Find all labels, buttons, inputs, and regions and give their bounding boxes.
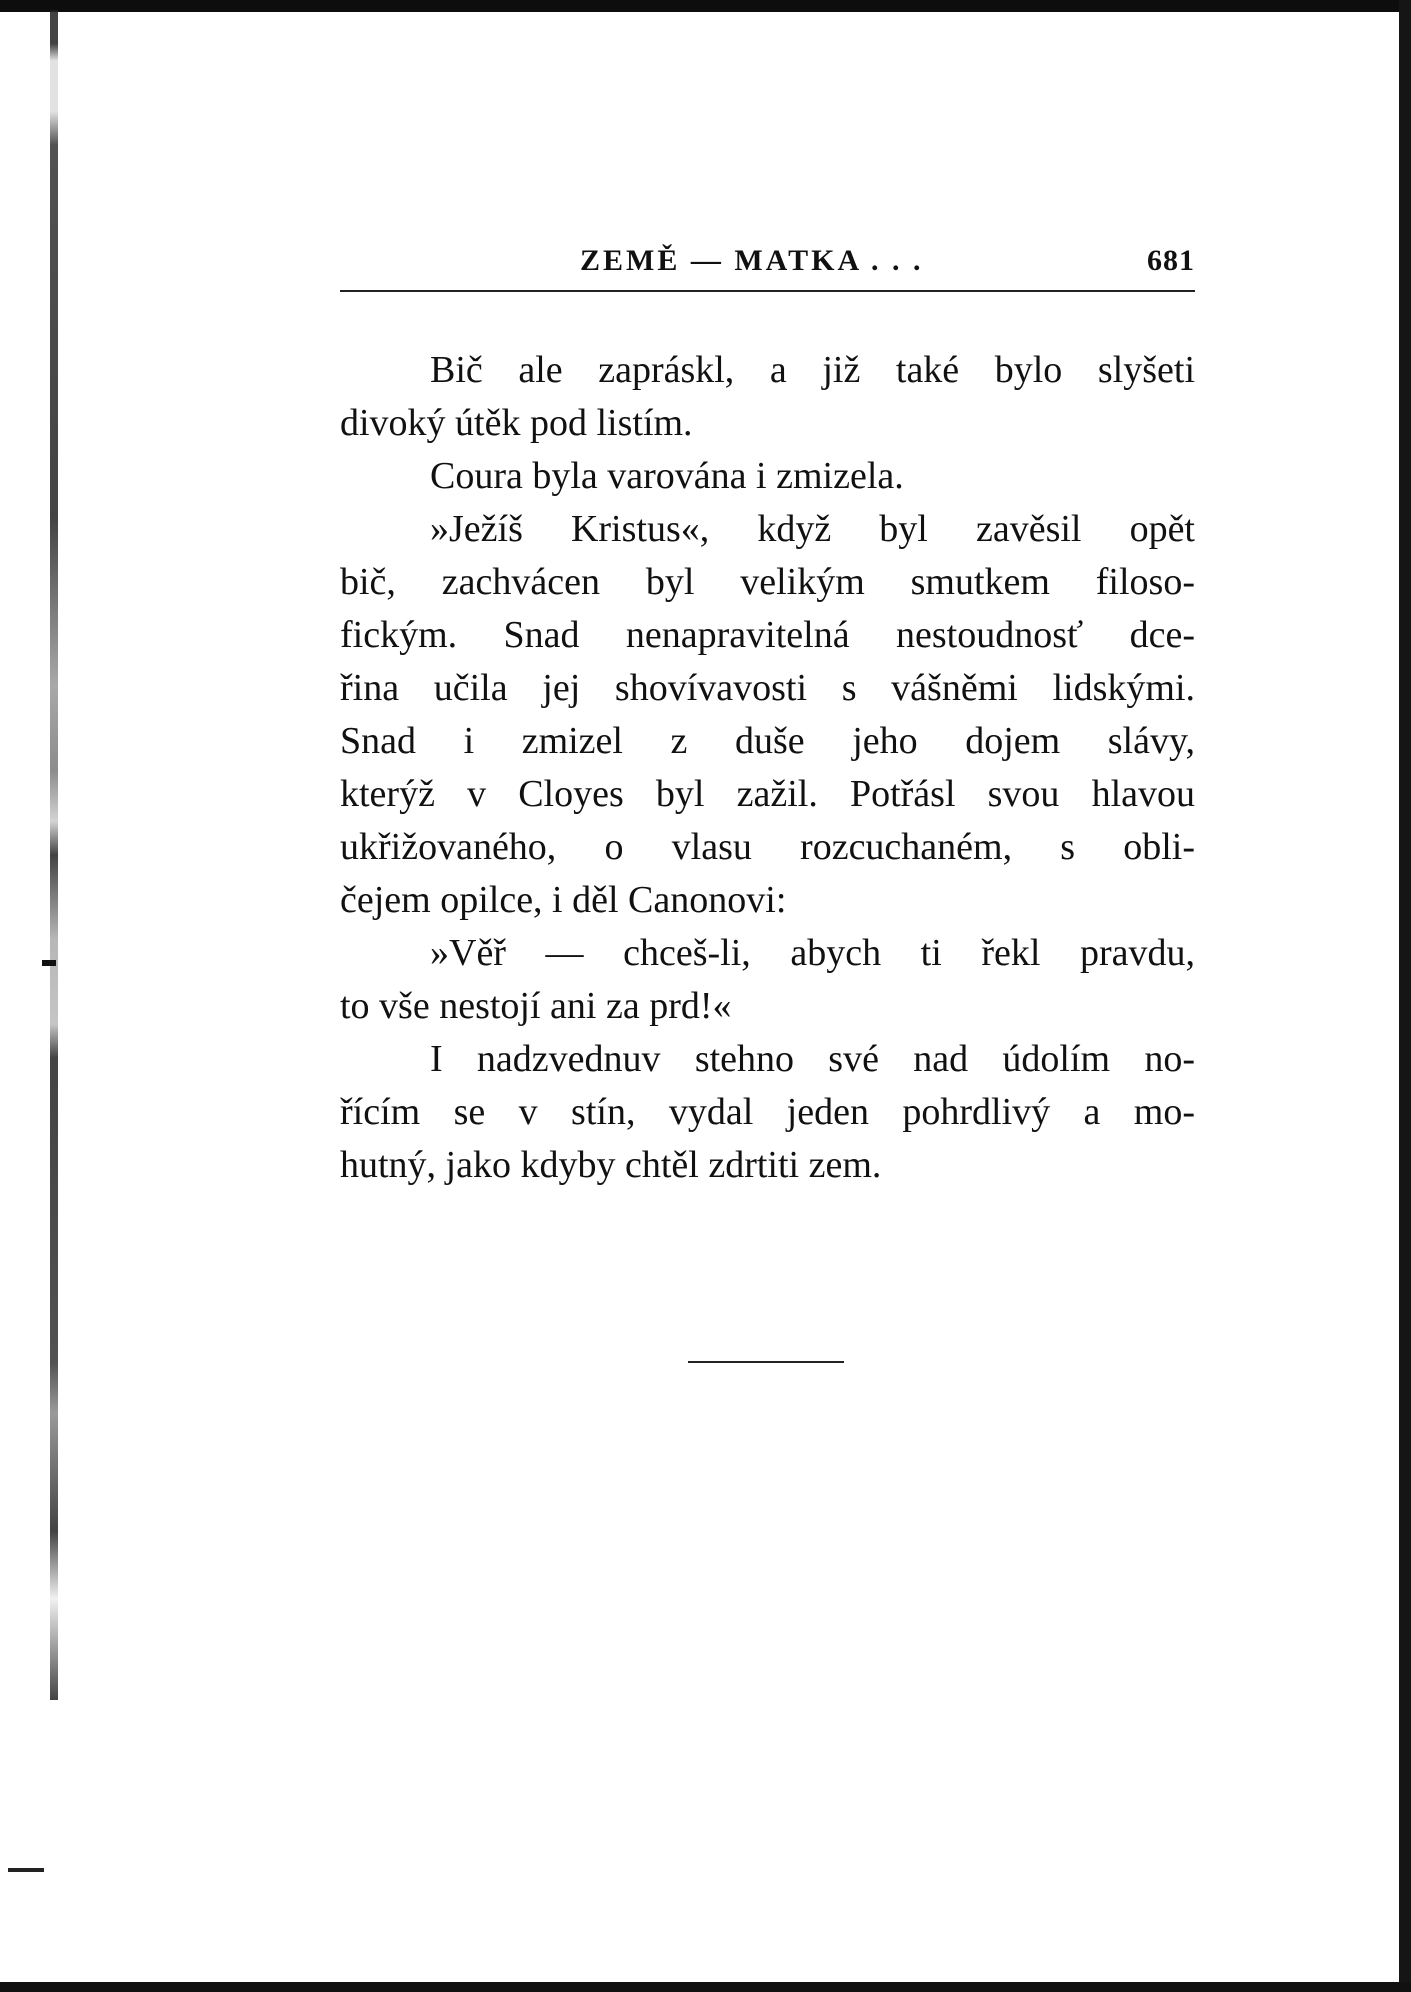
text-line: Coura byla varována i zmizela. [430, 455, 904, 497]
end-rule [688, 1361, 844, 1363]
text-line: čejem opilce, i děl Canonovi: [340, 879, 787, 921]
scan-border-bottom [0, 1982, 1411, 1992]
scan-border-top [0, 0, 1411, 12]
text-line: Snad i zmizel z duše jeho dojem slávy, [340, 720, 1195, 762]
book-page [340, 240, 1195, 1192]
text-line: I nadzvednuv stehno své nad údolím no- [430, 1038, 1195, 1080]
text-line: kterýž v Cloyes byl zažil. Potřásl svou hlavou [340, 773, 1195, 815]
scan-binding-edge [50, 10, 58, 1700]
scan-binding-mark [42, 960, 56, 966]
text-line: »Ježíš Kristus«, když byl zavěsil opět [430, 508, 1195, 550]
text-line: řícím se v stín, vydal jeden pohrdlivý a mo- [340, 1091, 1195, 1133]
text-line: Bič ale zapráskl, a již také bylo slyšeti [430, 349, 1195, 391]
text-line: hutný, jako kdyby chtěl zdrtiti zem. [340, 1144, 882, 1186]
text-line: to vše nestojí ani za prd!« [340, 985, 732, 1027]
text-line: divoký útěk pod listím. [340, 402, 693, 444]
running-head [340, 240, 1195, 292]
page-number: 681 [1147, 244, 1195, 277]
text-line: ukřižovaného, o vlasu rozcuchaném, s obli- [340, 826, 1195, 868]
running-title: ZEMĚ — MATKA . . . [580, 244, 924, 277]
scan-border-right [1399, 0, 1411, 1992]
text-line: řina učila jej shovívavosti s vášněmi lidskými. [340, 667, 1195, 709]
text-line: fickým. Snad nenapravitelná nestoudnosť dce- [340, 614, 1195, 656]
text-line: bič, zachvácen byl velikým smutkem filoso- [340, 561, 1195, 603]
text-line: »Věř — chceš-li, abych ti řekl pravdu, [430, 932, 1195, 974]
scan-margin-mark [8, 1868, 44, 1872]
text-body [340, 344, 1195, 1192]
